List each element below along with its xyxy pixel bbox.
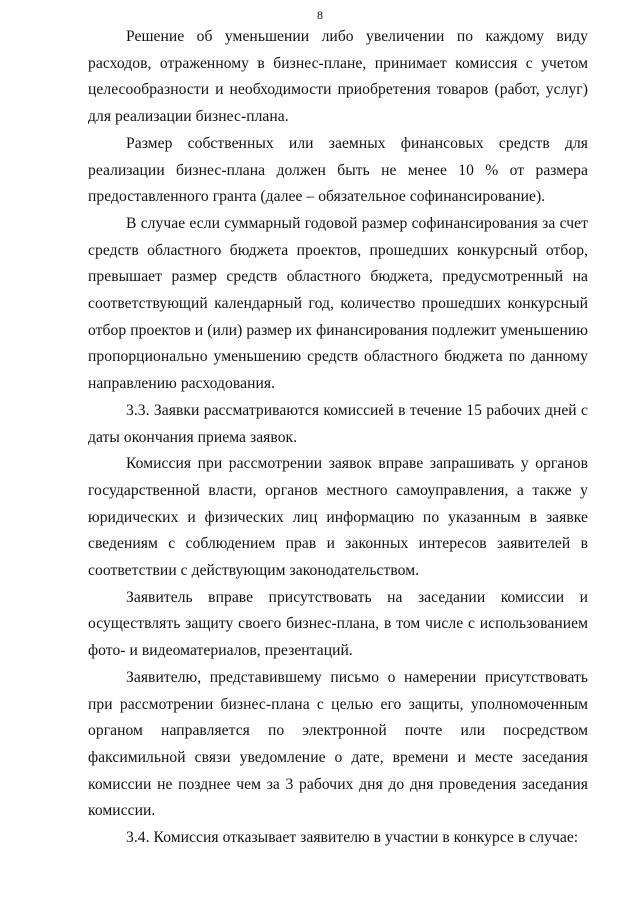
paragraph-3-3-review-period: 3.3. Заявки рассматриваются комиссией в течение 15 рабочих дней с даты окончания приема заявок. bbox=[88, 401, 588, 446]
page-number: 8 bbox=[317, 8, 323, 22]
paragraph-applicant-presence: Заявитель вправе присутствовать на заседании комиссии и осуществлять защиту своего бизнес-плана, в том числе с использованием фото- и видеоматериалов, презентаций. bbox=[88, 588, 588, 660]
document-body bbox=[88, 24, 588, 852]
paragraph-3-4-refusal: 3.4. Комиссия отказывает заявителю в участии в конкурсе в случае: bbox=[126, 829, 579, 847]
paragraph-meeting-notification: Заявителю, представившему письмо о намерении присутствовать при рассмотрении бизнес-плана с целью его защиты, уполномоченным органом направляется по электронной почте или посредством факсимильной связи уведомление о дате, времени и месте заседания комиссии не позднее чем за 3 рабочих дня до дня проведения заседания комиссии. bbox=[88, 668, 588, 820]
paragraph-cofinancing-size: Размер собственных или заемных финансовых средств для реализации бизнес-плана должен быть не менее 10 % от размера предоставленного гранта (далее – обязательное софинансирование). bbox=[88, 134, 588, 206]
paragraph-budget-reduction: В случае если суммарный годовой размер софинансирования за счет средств областного бюджета проектов, прошедших конкурсный отбор, превышает размер средств областного бюджета, предусмотренный на соответствующий календарный год, количество прошедших конкурсный отбор проектов и (или) размер их финансирования подлежит уменьшению пропорционально уменьшению средств областного бюджета по данному направлению расходования. bbox=[88, 214, 588, 393]
paragraph-expense-decision: Решение об уменьшении либо увеличении по каждому виду расходов, отраженному в бизнес-плане, принимает комиссия с учетом целесообразности и необходимости приобретения товаров (работ, услуг) для реализации бизнес-плана. bbox=[88, 28, 588, 126]
paragraph-commission-requests: Комиссия при рассмотрении заявок вправе запрашивать у органов государственной власти, органов местного самоуправления, а также у юридических и физических лиц информацию по указанным в заявке сведениям с соблюдением прав и законных интересов заявителей в соответствии с действующим законодательством. bbox=[88, 455, 588, 580]
